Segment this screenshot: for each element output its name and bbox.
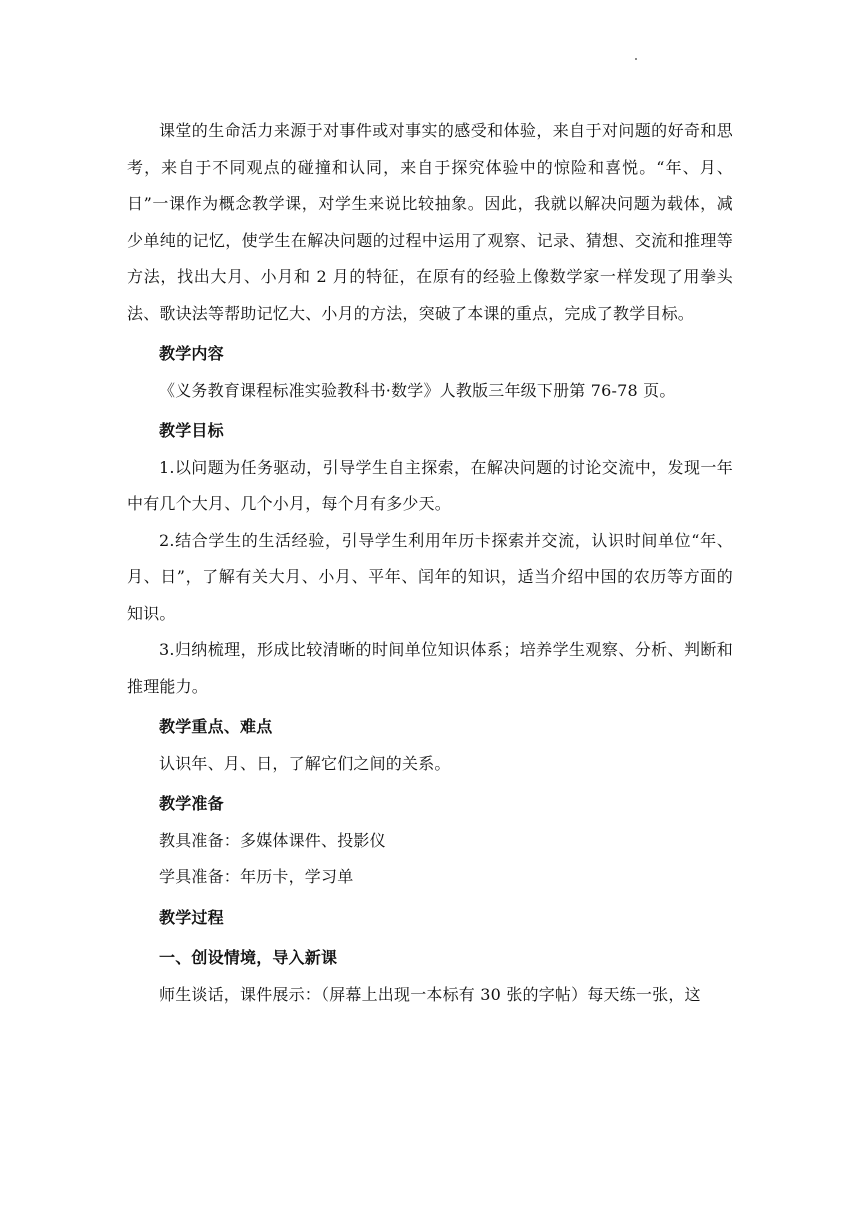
process-text-1: 师生谈话，课件展示：（屏幕上出现一本标有 30 张的字帖）每天练一张，这 — [159, 984, 701, 1004]
teacher-preparation-text: 教具准备：多媒体课件、投影仪 — [159, 830, 386, 850]
heading-key-difficult-points: 教学重点、难点 — [159, 717, 273, 736]
student-preparation-text: 学具准备：年历卡，学习单 — [159, 867, 354, 886]
document-body — [127, 113, 733, 1013]
goal-item-3: 3.归纳梳理，形成比较清晰的时间单位知识体系；培养学生观察、分析、判断和推理能力。 — [127, 640, 733, 696]
key-difficult-points-text: 认识年、月、日，了解它们之间的关系。 — [159, 753, 451, 773]
heading-teaching-content: 教学内容 — [159, 344, 224, 363]
page-dot-mark — [635, 58, 637, 60]
heading-teaching-preparation: 教学准备 — [159, 794, 224, 813]
heading-teaching-goals: 教学目标 — [159, 421, 224, 440]
intro-paragraph: 课堂的生命活力来源于对事件或对事实的感受和体验，来自于对问题的好奇和思考，来自于不同观点的碰撞和认同，来自于探究体验中的惊险和喜悦。“年、月、日”一课作为概念教学课，对学生来说比较抽象。因此，我就以解决问题为载体，减少单纯的记忆，使学生在解决问题的过程中运用了观察、记录、猜想、交流和推理等方法，找出大月、小月和 2 月的特征，在原有的经验上像数学家一样发现了用拳头法、歌诀法等帮助记忆大、小月的方法，突破了本课的重点，完成了教学目标。 — [127, 121, 733, 323]
goal-item-2: 2.结合学生的生活经验，引导学生利用年历卡探索并交流，认识时间单位“年、月、日”，了解有关大月、小月、平年、闰年的知识，适当介绍中国的农历等方面的知识。 — [127, 530, 733, 623]
goal-item-1: 1.以问题为任务驱动，引导学生自主探索，在解决问题的讨论交流中，发现一年中有几个大月、几个小月，每个月有多少天。 — [127, 457, 733, 513]
teaching-content-text: 《义务教育课程标准实验教科书·数学》人教版三年级下册第 76-78 页。 — [159, 380, 676, 400]
section-heading-1: 一、创设情境，导入新课 — [159, 948, 338, 967]
heading-teaching-process: 教学过程 — [159, 907, 224, 927]
